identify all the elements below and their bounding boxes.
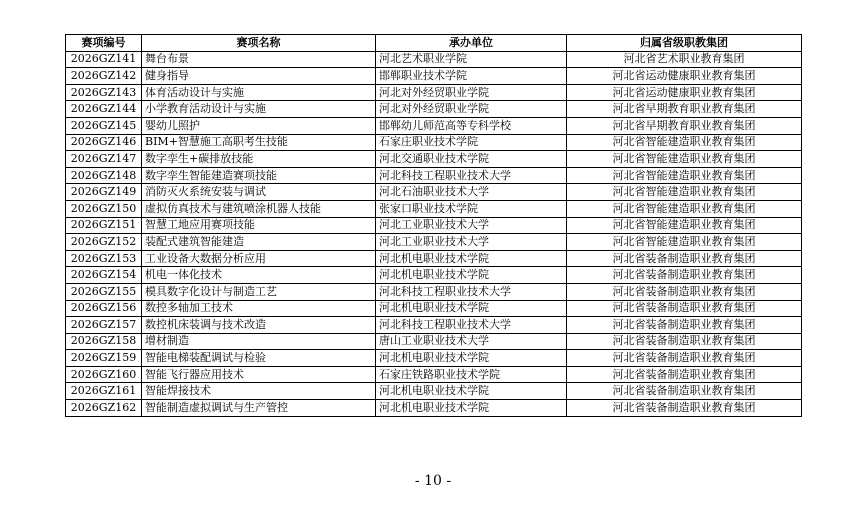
header-competition-name: 赛项名称 <box>142 35 376 52</box>
competition-name-cell: 数字孪生+碳排放技能 <box>142 151 376 168</box>
provincial-group-cell: 河北省装备制造职业教育集团 <box>567 366 802 383</box>
competition-code-cell: 2026GZ148 <box>66 167 142 184</box>
competition-name-cell: 消防灭火系统安装与调试 <box>142 184 376 201</box>
competition-code-cell: 2026GZ152 <box>66 234 142 251</box>
host-institution-cell: 河北机电职业技术学院 <box>376 267 567 284</box>
host-institution-cell: 河北科技工程职业技术大学 <box>376 167 567 184</box>
table-row <box>66 234 802 251</box>
host-institution-cell: 石家庄职业技术学院 <box>376 134 567 151</box>
host-institution-cell: 河北工业职业技术大学 <box>376 217 567 234</box>
table-row <box>66 400 802 417</box>
competition-code-cell: 2026GZ143 <box>66 84 142 101</box>
provincial-group-cell: 河北省智能建造职业教育集团 <box>567 184 802 201</box>
provincial-group-cell: 河北省装备制造职业教育集团 <box>567 250 802 267</box>
provincial-group-cell: 河北省早期教育职业教育集团 <box>567 117 802 134</box>
table-row <box>66 117 802 134</box>
competition-code-cell: 2026GZ153 <box>66 250 142 267</box>
host-institution-cell: 河北机电职业技术学院 <box>376 250 567 267</box>
host-institution-cell: 河北工业职业技术大学 <box>376 234 567 251</box>
table-row <box>66 350 802 367</box>
competition-name-cell: 婴幼儿照护 <box>142 117 376 134</box>
host-institution-cell: 河北对外经贸职业学院 <box>376 84 567 101</box>
host-institution-cell: 河北机电职业技术学院 <box>376 400 567 417</box>
host-institution-cell: 邯郸幼儿师范高等专科学校 <box>376 117 567 134</box>
competition-code-cell: 2026GZ141 <box>66 51 142 68</box>
competition-name-cell: 工业设备大数据分析应用 <box>142 250 376 267</box>
competition-name-cell: 舞台布景 <box>142 51 376 68</box>
table-row <box>66 250 802 267</box>
host-institution-cell: 河北机电职业技术学院 <box>376 300 567 317</box>
provincial-group-cell: 河北省智能建造职业教育集团 <box>567 167 802 184</box>
provincial-group-cell: 河北省装备制造职业教育集团 <box>567 300 802 317</box>
host-institution-cell: 河北科技工程职业技术大学 <box>376 283 567 300</box>
host-institution-cell: 河北机电职业技术学院 <box>376 350 567 367</box>
competition-name-cell: 小学教育活动设计与实施 <box>142 101 376 118</box>
table-row <box>66 134 802 151</box>
host-institution-cell: 河北石油职业技术大学 <box>376 184 567 201</box>
competition-code-cell: 2026GZ149 <box>66 184 142 201</box>
provincial-group-cell: 河北省装备制造职业教育集团 <box>567 317 802 334</box>
page-number: - 10 - <box>414 473 452 489</box>
competition-code-cell: 2026GZ147 <box>66 151 142 168</box>
competition-name-cell: 模具数字化设计与制造工艺 <box>142 283 376 300</box>
table-row <box>66 84 802 101</box>
competition-name-cell: 机电一体化技术 <box>142 267 376 284</box>
competition-code-cell: 2026GZ159 <box>66 350 142 367</box>
competition-name-cell: 智能制造虚拟调试与生产管控 <box>142 400 376 417</box>
provincial-group-cell: 河北省装备制造职业教育集团 <box>567 400 802 417</box>
table-row <box>66 267 802 284</box>
competition-name-cell: 智慧工地应用赛项技能 <box>142 217 376 234</box>
competition-code-cell: 2026GZ156 <box>66 300 142 317</box>
provincial-group-cell: 河北省智能建造职业教育集团 <box>567 200 802 217</box>
competition-code-cell: 2026GZ155 <box>66 283 142 300</box>
provincial-group-cell: 河北省智能建造职业教育集团 <box>567 151 802 168</box>
competition-name-cell: 数字孪生智能建造赛项技能 <box>142 167 376 184</box>
table-row <box>66 217 802 234</box>
provincial-group-cell: 河北省艺术职业教育集团 <box>567 51 802 68</box>
host-institution-cell: 河北机电职业技术学院 <box>376 383 567 400</box>
table-header-row <box>66 35 802 52</box>
competition-code-cell: 2026GZ151 <box>66 217 142 234</box>
competition-code-cell: 2026GZ160 <box>66 366 142 383</box>
table-row <box>66 51 802 68</box>
competition-name-cell: 增材制造 <box>142 333 376 350</box>
competition-code-cell: 2026GZ150 <box>66 200 142 217</box>
table-row <box>66 366 802 383</box>
host-institution-cell: 河北科技工程职业技术大学 <box>376 317 567 334</box>
competition-name-cell: 装配式建筑智能建造 <box>142 234 376 251</box>
host-institution-cell: 河北艺术职业学院 <box>376 51 567 68</box>
competition-name-cell: 智能飞行器应用技术 <box>142 366 376 383</box>
header-provincial-group: 归属省级职教集团 <box>567 35 802 52</box>
table-row <box>66 101 802 118</box>
provincial-group-cell: 河北省装备制造职业教育集团 <box>567 333 802 350</box>
table-row <box>66 167 802 184</box>
table-row <box>66 333 802 350</box>
competition-name-cell: 虚拟仿真技术与建筑喷涂机器人技能 <box>142 200 376 217</box>
provincial-group-cell: 河北省装备制造职业教育集团 <box>567 267 802 284</box>
provincial-group-cell: 河北省装备制造职业教育集团 <box>567 283 802 300</box>
provincial-group-cell: 河北省智能建造职业教育集团 <box>567 234 802 251</box>
table-row <box>66 184 802 201</box>
provincial-group-cell: 河北省运动健康职业教育集团 <box>567 84 802 101</box>
provincial-group-cell: 河北省运动健康职业教育集团 <box>567 68 802 85</box>
provincial-group-cell: 河北省智能建造职业教育集团 <box>567 134 802 151</box>
competition-table-container <box>65 34 801 417</box>
host-institution-cell: 石家庄铁路职业技术学院 <box>376 366 567 383</box>
table-body <box>66 51 802 416</box>
competition-code-cell: 2026GZ157 <box>66 317 142 334</box>
provincial-group-cell: 河北省智能建造职业教育集团 <box>567 217 802 234</box>
competition-code-cell: 2026GZ144 <box>66 101 142 118</box>
host-institution-cell: 唐山工业职业技术大学 <box>376 333 567 350</box>
competition-table <box>65 34 802 417</box>
table-row <box>66 317 802 334</box>
host-institution-cell: 河北交通职业技术学院 <box>376 151 567 168</box>
competition-code-cell: 2026GZ158 <box>66 333 142 350</box>
competition-code-cell: 2026GZ146 <box>66 134 142 151</box>
competition-name-cell: 体育活动设计与实施 <box>142 84 376 101</box>
table-row <box>66 383 802 400</box>
competition-name-cell: 数控机床装调与技术改造 <box>142 317 376 334</box>
provincial-group-cell: 河北省装备制造职业教育集团 <box>567 350 802 367</box>
competition-code-cell: 2026GZ145 <box>66 117 142 134</box>
competition-name-cell: 数控多轴加工技术 <box>142 300 376 317</box>
competition-name-cell: 健身指导 <box>142 68 376 85</box>
table-row <box>66 151 802 168</box>
competition-name-cell: 智能焊接技术 <box>142 383 376 400</box>
competition-name-cell: BIM+智慧施工高职考生技能 <box>142 134 376 151</box>
table-row <box>66 300 802 317</box>
provincial-group-cell: 河北省装备制造职业教育集团 <box>567 383 802 400</box>
competition-code-cell: 2026GZ142 <box>66 68 142 85</box>
competition-code-cell: 2026GZ161 <box>66 383 142 400</box>
host-institution-cell: 邯郸职业技术学院 <box>376 68 567 85</box>
host-institution-cell: 河北对外经贸职业学院 <box>376 101 567 118</box>
table-row <box>66 68 802 85</box>
header-competition-code: 赛项编号 <box>66 35 142 52</box>
table-row <box>66 283 802 300</box>
provincial-group-cell: 河北省早期教育职业教育集团 <box>567 101 802 118</box>
competition-code-cell: 2026GZ154 <box>66 267 142 284</box>
competition-name-cell: 智能电梯装配调试与检验 <box>142 350 376 367</box>
header-host-institution: 承办单位 <box>376 35 567 52</box>
competition-code-cell: 2026GZ162 <box>66 400 142 417</box>
host-institution-cell: 张家口职业技术学院 <box>376 200 567 217</box>
table-row <box>66 200 802 217</box>
